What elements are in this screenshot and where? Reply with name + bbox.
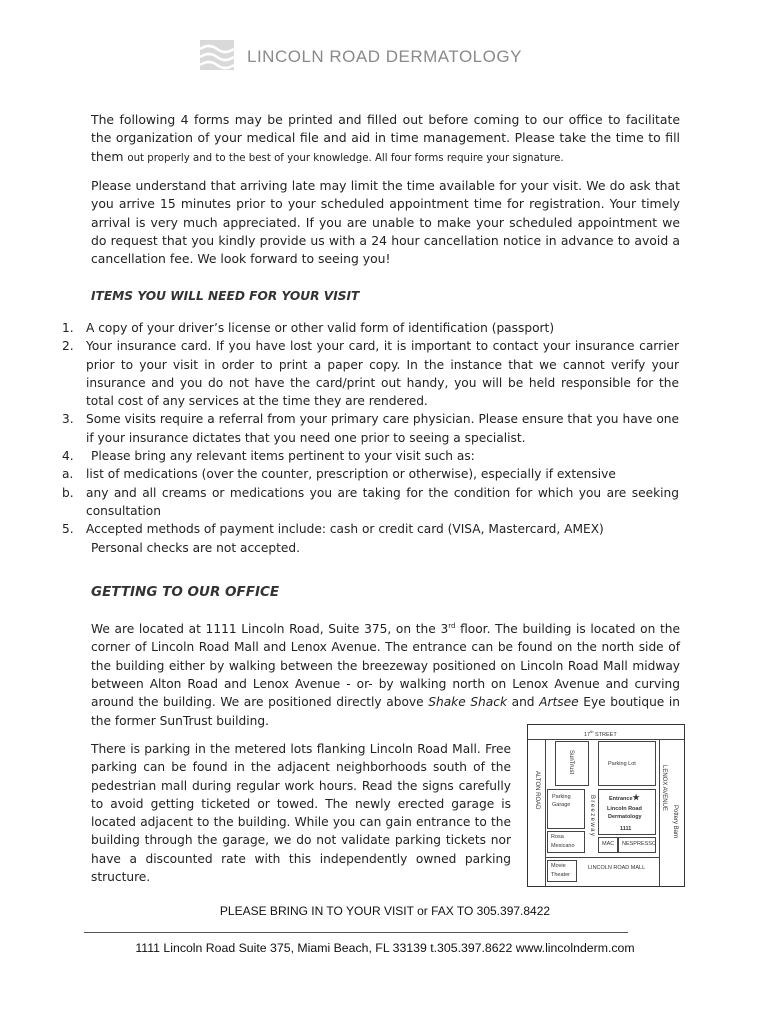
list-item-text: Please bring any relevant items pertinent to your visit such as: [91, 449, 475, 464]
list-marker: 1. [62, 321, 74, 335]
map-mac-label: MAC [602, 841, 615, 847]
list-item [62, 319, 679, 337]
list-item [62, 520, 679, 538]
map-garage-label: Garage [552, 802, 571, 808]
map-building-number: 1111 [620, 826, 632, 832]
map-mall-line [545, 857, 659, 858]
office-text: and [507, 695, 540, 710]
list-item [62, 410, 679, 447]
list-marker: 4. [62, 449, 74, 464]
office-heading: GETTING TO OUR OFFICE [91, 584, 280, 600]
wave-logo-icon [200, 40, 234, 70]
map-suntrust-label: SunTrust [568, 750, 574, 775]
list-marker: 5. [62, 522, 74, 537]
list-marker: 2. [62, 339, 74, 354]
map-pottery-barn-label: Pottery Barn [672, 805, 678, 839]
map-movie-theater [547, 860, 577, 882]
location-map [527, 724, 685, 887]
list-item-text: Accepted methods of payment include: cash or credit card (VISA, Mastercard, AMEX) [86, 522, 604, 537]
map-theater-label: Theater [551, 872, 570, 878]
map-rosa-mexicano [547, 831, 585, 853]
map-parking-label: Parking [552, 794, 571, 800]
list-marker: a. [62, 467, 74, 482]
map-alton-line [545, 739, 546, 887]
list-item [62, 337, 679, 410]
parking-paragraph: There is parking in the metered lots flanking Lincoln Road Mall. Free parking can be found in the adjacent neighborhoods south of the pedestrian mall during regular work hours. Read the signs carefully to avoid getting ticketed or towed. The newly erected garage is located adjacent to the building. While you can gain entrance to the building through the garage, we do not validate parking tickets nor have a discounted rate with this independently owned parking structure. [91, 742, 511, 885]
map-parking-lot-label: Parking Lot [608, 761, 636, 767]
items-list [62, 319, 679, 557]
list-item [62, 484, 679, 521]
intro-forms-signature-text: out properly and to the best of your knowledge. All four forms require your signature. [127, 152, 564, 164]
brand-name: LINCOLN ROAD DERMATOLOGY [247, 47, 522, 66]
map-lincoln-road-label: Lincoln Road [607, 806, 642, 812]
items-heading: ITEMS YOU WILL NEED FOR YOUR VISIT [91, 289, 360, 303]
map-lenox-avenue-label: LENOX AVENUE [661, 765, 667, 811]
intro-paragraph-arrival: Please understand that arriving late may limit the time available for your visit. We do ask that you arrive 15 minutes prior to your scheduled appointment time for registration. Your timely arrival is very much appreciated. If you are unable to make your scheduled appointment we do request that you kindly provide us with a 24 hour cancellation notice in advance to avoid a cancellation fee. We look forward to seeing you! [91, 178, 680, 267]
intro-paragraph-forms [91, 111, 680, 168]
list-item-text: Your insurance card. If you have lost your card, it is important to contact your insurance carrier prior to your visit in order to print a paper copy. In the instance that we cannot verify your insurance and you do not have the card/print out handy, you will be held responsible for the total cost of any services at the time they are rendered. [86, 339, 679, 409]
office-text: We are located at 1111 Lincoln Road, Suite 375, on the 3 [91, 622, 449, 637]
map-building [598, 789, 656, 835]
map-mexicano-label: Mexicano [551, 843, 575, 849]
list-item-text: Personal checks are not accepted. [91, 540, 300, 555]
list-item-text: Some visits require a referral from your primary care physician. Please ensure that you have one if your insurance dictates that you need one prior to seeing a specialist. [86, 412, 679, 445]
map-nespresso-label: NESPRESSO [622, 841, 657, 847]
map-lincoln-road-mall-label: LINCOLN ROAD MALL [588, 865, 646, 871]
map-movie-label: Movie [551, 863, 566, 869]
please-bring-notice: PLEASE BRING IN TO YOUR VISIT or FAX TO 305.397.8422 [219, 904, 551, 918]
office-text: floor. The building is located on the corner of Lincoln Road Mall and Lenox Avenue. The entrance can be found on the north side of the building either by walking between the breezeway positioned on Lincoln Road Mall midway between Alton Road and Lenox Avenue - or- by walking north on Lenox Avenue and curving around the building. We are positioned directly above [91, 622, 680, 710]
list-item-text: list of medications (over the counter, prescription or otherwise), especially if extensive [86, 467, 616, 482]
list-marker: 3. [62, 412, 74, 427]
map-alton-road-label: ALTON ROAD [534, 771, 540, 810]
star-icon: ★ [632, 793, 640, 802]
map-suntrust-building [555, 741, 589, 786]
artsee-text: Artsee [539, 695, 579, 710]
map-entrance-label: Entrance★ [609, 793, 640, 802]
office-location-paragraph [91, 617, 680, 730]
shake-shack-text: Shake Shack [428, 695, 508, 710]
map-lenox-line [659, 739, 660, 887]
list-item-text: any and all creams or medications you are taking for the condition for which you are seeking consultation [86, 485, 679, 518]
list-item [62, 447, 679, 465]
map-mac-store [598, 837, 618, 853]
map-nespresso-store [618, 837, 656, 853]
map-parking-lot [598, 741, 656, 786]
map-dermatology-label: Dermatology [608, 814, 642, 820]
list-item [62, 539, 679, 557]
map-street-line [528, 739, 684, 740]
map-street-17th: 17th STREET [584, 729, 617, 738]
list-item-text: A copy of your driver’s license or other valid form of identification (passport) [86, 321, 555, 335]
map-rosa-label: Rosa [551, 834, 564, 840]
footer-contact: 1111 Lincoln Road Suite 375, Miami Beach, FL 33139 t.305.397.8622 www.lincolnderm.com [135, 941, 635, 955]
office-text: Eye boutique in the former SunTrust building. [91, 695, 681, 728]
footer-divider [84, 932, 628, 933]
map-parking-garage [547, 789, 585, 829]
ordinal-suffix: rd [448, 622, 456, 630]
list-item [62, 465, 679, 483]
intro-forms-text: The following 4 forms may be printed and filled out before coming to our office to facilitate the organization of your medical file and aid in time management. Please take the time to fill them [91, 112, 680, 164]
map-breezeway-label: Breezeway [589, 795, 595, 838]
list-marker: b. [62, 485, 74, 500]
